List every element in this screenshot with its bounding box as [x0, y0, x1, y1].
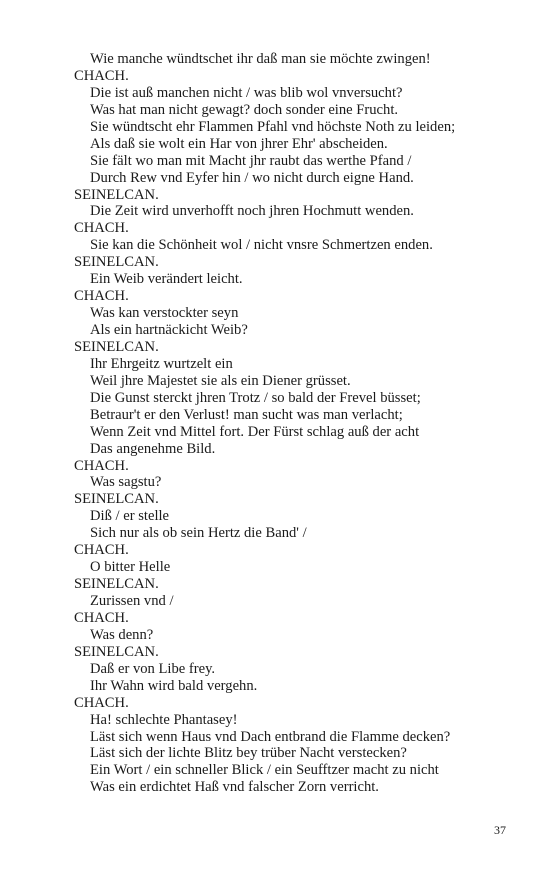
verse-line: O bitter Helle	[90, 559, 171, 576]
verse-line: Betraur't er den Verlust! man sucht was man verlacht;	[90, 406, 403, 423]
verse-line: Was sagstu?	[90, 474, 162, 491]
page-number: 37	[494, 823, 506, 837]
speaker-name: SEINELCAN.	[74, 643, 159, 660]
verse-line: Zurissen vnd /	[90, 593, 174, 609]
speaker-name: CHACH.	[74, 457, 129, 474]
verse-line: Ihr Ehrgeitz wurtzelt ein	[90, 355, 233, 372]
speaker-name: SEINELCAN.	[74, 338, 159, 355]
verse-line: Sie kan die Schönheit wol / nicht vnsre Schmertzen enden.	[90, 237, 433, 254]
verse-line: Weil jhre Majestet sie als ein Diener grüsset.	[90, 372, 351, 389]
speaker-name: SEINELCAN.	[74, 186, 159, 203]
speaker-name: SEINELCAN.	[74, 254, 159, 271]
verse-line: Wie manche wündtschet ihr daß man sie möchte zwingen!	[90, 51, 431, 67]
verse-line: Daß er von Libe frey.	[90, 660, 216, 677]
verse-line: Das angenehme Bild.	[90, 440, 216, 457]
play-text	[74, 51, 514, 796]
verse-line: Was denn?	[90, 626, 154, 643]
verse-line: Durch Rew vnd Eyfer hin / wo nicht durch eigne Hand.	[90, 169, 414, 186]
verse-line: Was ein erdichtet Haß vnd falscher Zorn verricht.	[90, 779, 379, 796]
verse-line: Was kan verstockter seyn	[90, 305, 239, 322]
verse-line: Ihr Wahn wird bald vergehn.	[90, 677, 258, 694]
speaker-name: CHACH.	[74, 694, 129, 711]
verse-line: Als daß sie wolt ein Har von jhrer Ehr' abscheiden.	[90, 135, 388, 152]
speaker-name: CHACH.	[74, 609, 129, 626]
verse-line: Sie wündtscht ehr Flammen Pfahl vnd höchste Noth zu leiden;	[90, 118, 456, 135]
verse-line: Ein Weib verändert leicht.	[90, 271, 243, 288]
verse-line: Wenn Zeit vnd Mittel fort. Der Fürst schlag auß der acht	[90, 423, 420, 440]
verse-line: Die Gunst sterckt jhren Trotz / so bald der Frevel büsset;	[90, 389, 421, 406]
speaker-name: CHACH.	[74, 288, 129, 305]
speaker-name: CHACH.	[74, 67, 129, 84]
verse-line: Ein Wort / ein schneller Blick / ein Seufftzer macht zu nicht	[90, 762, 439, 779]
verse-line: Was hat man nicht gewagt? doch sonder eine Frucht.	[90, 101, 399, 118]
verse-line: Die Zeit wird unverhofft noch jhren Hochmutt wenden.	[90, 203, 414, 220]
speaker-name: CHACH.	[74, 542, 129, 559]
verse-line: Sich nur als ob sein Hertz die Band' /	[90, 525, 307, 542]
speaker-name: SEINELCAN.	[74, 576, 159, 593]
verse-line: Als ein hartnäckicht Weib?	[90, 322, 248, 338]
verse-line: Sie fält wo man mit Macht jhr raubt das werthe Pfand /	[90, 152, 412, 169]
speaker-name: SEINELCAN.	[74, 491, 159, 508]
verse-line: Diß / er stelle	[90, 508, 170, 525]
verse-line: Läst sich der lichte Blitz bey trüber Nacht verstecken?	[90, 745, 407, 762]
verse-line: Die ist auß manchen nicht / was blib wol vnversucht?	[90, 84, 403, 101]
verse-line: Ha! schlechte Phantasey!	[90, 711, 238, 728]
speaker-name: CHACH.	[74, 220, 129, 237]
verse-line: Läst sich wenn Haus vnd Dach entbrand die Flamme decken?	[90, 728, 451, 745]
